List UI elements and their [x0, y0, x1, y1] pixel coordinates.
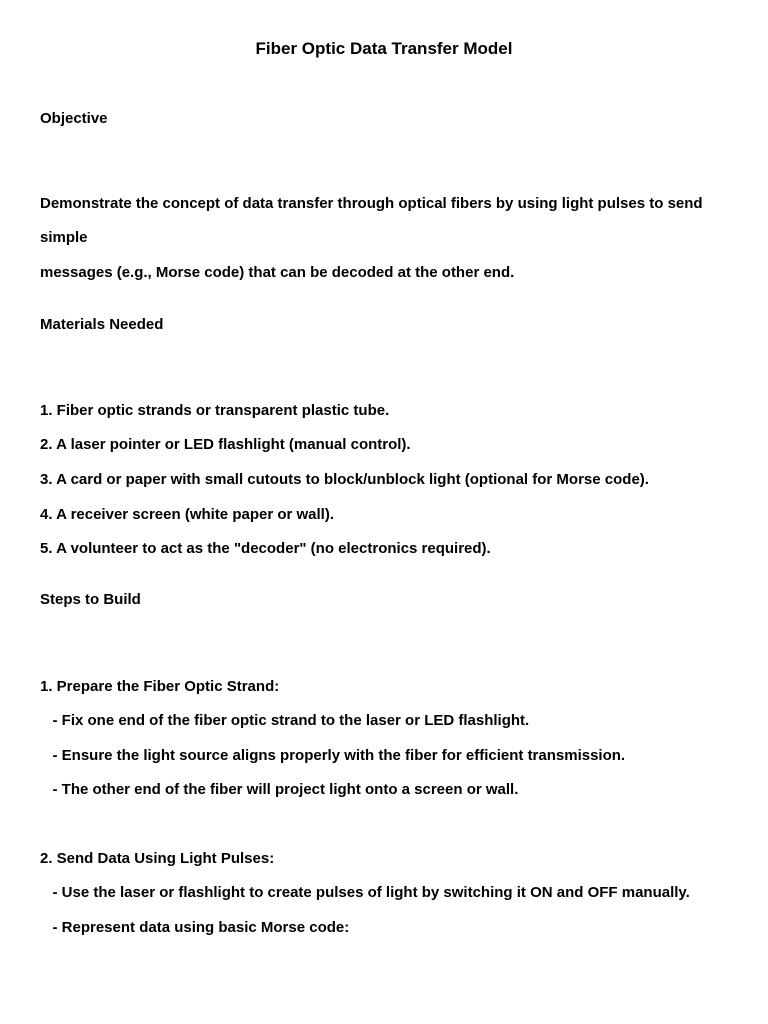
step-item: - Represent data using basic Morse code:	[40, 919, 350, 936]
materials-list-item: 4. A receiver screen (white paper or wall).	[40, 506, 335, 523]
steps-heading: Steps to Build	[40, 591, 141, 608]
step-item: - Fix one end of the fiber optic strand to the laser or LED flashlight.	[40, 712, 530, 729]
document-title: Fiber Optic Data Transfer Model	[255, 39, 513, 58]
materials-heading: Materials Needed	[40, 316, 164, 333]
objective-text-line: simple	[40, 229, 88, 246]
materials-list-item: 1. Fiber optic strands or transparent plastic tube.	[40, 402, 390, 419]
step-item: - The other end of the fiber will project light onto a screen or wall.	[40, 781, 519, 798]
materials-list-item: 5. A volunteer to act as the "decoder" (no electronics required).	[40, 540, 491, 557]
objective-heading: Objective	[40, 110, 108, 127]
step-item: - Use the laser or flashlight to create pulses of light by switching it ON and OFF manually.	[40, 884, 690, 901]
step-title: 2. Send Data Using Light Pulses:	[40, 850, 275, 867]
materials-list-item: 3. A card or paper with small cutouts to block/unblock light (optional for Morse code).	[40, 471, 649, 488]
objective-text-line: Demonstrate the concept of data transfer through optical fibers by using light pulses to send	[40, 195, 703, 212]
step-item: - Ensure the light source aligns properly with the fiber for efficient transmission.	[40, 747, 626, 764]
step-title: 1. Prepare the Fiber Optic Strand:	[40, 678, 280, 695]
objective-text-line: messages (e.g., Morse code) that can be decoded at the other end.	[40, 264, 515, 281]
materials-list-item: 2. A laser pointer or LED flashlight (manual control).	[40, 436, 411, 453]
